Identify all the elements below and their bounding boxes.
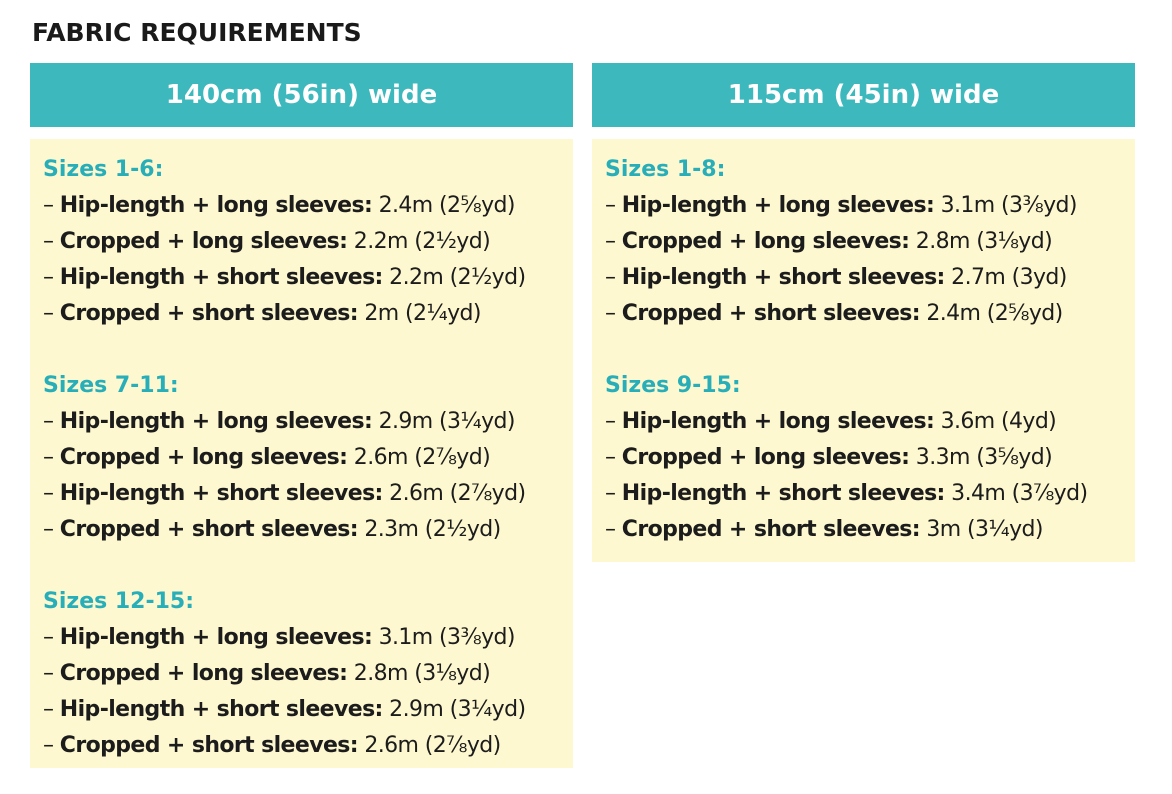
column-body [592, 139, 1135, 562]
requirement-row: – Hip-length + short sleeves: 3.4m (3⅞yd) [605, 481, 1088, 506]
requirement-row: – Cropped + short sleeves: 2.6m (2⅞yd) [43, 733, 501, 758]
requirement-label: Cropped + short sleeves: [59, 301, 358, 326]
requirement-label: Cropped + long sleeves: [59, 229, 348, 254]
requirement-value: 3m (3¼yd) [926, 517, 1043, 542]
requirement-value: 2.9m (3¼yd) [389, 697, 526, 722]
size-group [43, 152, 573, 332]
size-group-title: Sizes 9-15: [605, 373, 741, 398]
requirement-row: – Cropped + long sleeves: 2.6m (2⅞yd) [43, 445, 491, 470]
requirement-value: 3.3m (3⅝yd) [915, 445, 1053, 470]
requirement-label: Hip-length + short sleeves: [621, 481, 945, 506]
requirement-value: 3.1m (3⅜yd) [940, 193, 1077, 218]
requirement-value: 2.4m (2⅝yd) [378, 193, 515, 218]
requirement-row: – Cropped + short sleeves: 3m (3¼yd) [605, 517, 1043, 542]
requirement-row: – Cropped + short sleeves: 2m (2¼yd) [43, 301, 481, 326]
requirement-row: – Hip-length + long sleeves: 3.1m (3⅜yd) [43, 625, 515, 650]
requirement-row: – Cropped + long sleeves: 3.3m (3⅝yd) [605, 445, 1053, 470]
requirement-value: 2.8m (3⅛yd) [353, 661, 491, 686]
requirement-row: – Cropped + long sleeves: 2.2m (2½yd) [43, 229, 491, 254]
size-group-title: Sizes 1-6: [43, 157, 164, 182]
requirement-label: Hip-length + long sleeves: [621, 409, 935, 434]
column-body [30, 139, 573, 768]
requirement-row: – Cropped + long sleeves: 2.8m (3⅛yd) [43, 661, 491, 686]
requirement-value: 3.1m (3⅜yd) [378, 625, 515, 650]
requirement-label: Hip-length + long sleeves: [59, 625, 373, 650]
requirement-label: Cropped + long sleeves: [59, 445, 348, 470]
requirement-label: Hip-length + long sleeves: [59, 193, 373, 218]
requirement-value: 2.2m (2½yd) [389, 265, 526, 290]
requirement-value: 2.6m (2⅞yd) [353, 445, 491, 470]
size-group-title: Sizes 12-15: [43, 589, 195, 614]
requirement-label: Cropped + long sleeves: [621, 229, 910, 254]
requirement-row: – Hip-length + short sleeves: 2.6m (2⅞yd) [43, 481, 526, 506]
requirement-label: Cropped + short sleeves: [621, 517, 920, 542]
size-group-title: Sizes 7-11: [43, 373, 179, 398]
requirement-label: Hip-length + short sleeves: [59, 265, 383, 290]
requirement-label: Cropped + short sleeves: [59, 733, 358, 758]
column-header: 115cm (45in) wide [592, 63, 1135, 127]
requirement-value: 3.4m (3⅞yd) [951, 481, 1088, 506]
requirement-row: – Hip-length + short sleeves: 2.7m (3yd) [605, 265, 1067, 290]
size-group [43, 368, 573, 548]
requirement-row: – Hip-length + long sleeves: 3.6m (4yd) [605, 409, 1057, 434]
requirement-label: Hip-length + short sleeves: [59, 481, 383, 506]
requirement-value: 2.6m (2⅞yd) [389, 481, 526, 506]
requirement-label: Cropped + long sleeves: [59, 661, 348, 686]
column-115cm [592, 63, 1135, 562]
requirement-row: – Cropped + short sleeves: 2.3m (2½yd) [43, 517, 501, 542]
requirement-label: Hip-length + long sleeves: [59, 409, 373, 434]
size-group-title: Sizes 1-8: [605, 157, 726, 182]
requirement-value: 3.6m (4yd) [940, 409, 1057, 434]
requirement-label: Cropped + short sleeves: [59, 517, 358, 542]
size-group [605, 368, 1135, 548]
requirement-row: – Cropped + short sleeves: 2.4m (2⅝yd) [605, 301, 1063, 326]
requirement-value: 2.4m (2⅝yd) [926, 301, 1063, 326]
requirement-label: Cropped + short sleeves: [621, 301, 920, 326]
page-title: FABRIC REQUIREMENTS [32, 18, 362, 47]
column-140cm [30, 63, 573, 768]
requirement-label: Hip-length + long sleeves: [621, 193, 935, 218]
requirement-value: 2.9m (3¼yd) [378, 409, 515, 434]
size-group [43, 584, 573, 764]
requirement-label: Hip-length + short sleeves: [59, 697, 383, 722]
requirement-row: – Hip-length + long sleeves: 3.1m (3⅜yd) [605, 193, 1077, 218]
requirement-value: 2.3m (2½yd) [364, 517, 501, 542]
requirement-row: – Hip-length + short sleeves: 2.2m (2½yd) [43, 265, 526, 290]
requirement-value: 2.2m (2½yd) [353, 229, 491, 254]
requirement-value: 2.8m (3⅛yd) [915, 229, 1053, 254]
requirement-row: – Cropped + long sleeves: 2.8m (3⅛yd) [605, 229, 1053, 254]
requirement-row: – Hip-length + short sleeves: 2.9m (3¼yd) [43, 697, 526, 722]
requirement-value: 2.7m (3yd) [951, 265, 1067, 290]
requirement-label: Cropped + long sleeves: [621, 445, 910, 470]
requirement-row: – Hip-length + long sleeves: 2.9m (3¼yd) [43, 409, 515, 434]
requirement-value: 2.6m (2⅞yd) [364, 733, 501, 758]
column-header: 140cm (56in) wide [30, 63, 573, 127]
requirement-value: 2m (2¼yd) [364, 301, 481, 326]
requirement-label: Hip-length + short sleeves: [621, 265, 945, 290]
requirement-row: – Hip-length + long sleeves: 2.4m (2⅝yd) [43, 193, 515, 218]
size-group [605, 152, 1135, 332]
